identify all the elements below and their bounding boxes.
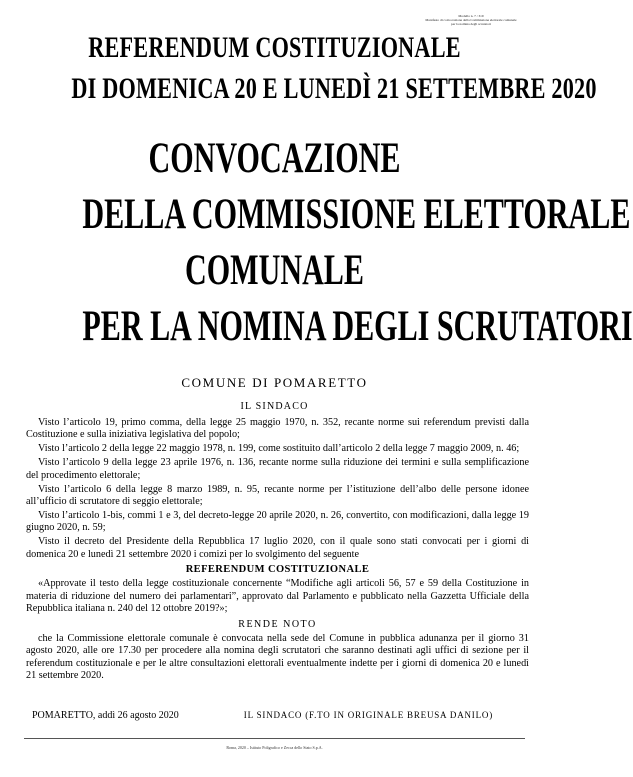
- referendum-header: REFERENDUM COSTITUZIONALE: [88, 31, 461, 64]
- title-line-3: COMUNALE: [185, 247, 364, 294]
- title-line-4: PER LA NOMINA DEGLI SCRUTATORI: [82, 303, 633, 350]
- visto-paragraph: Visto l’articolo 9 della legge 23 aprile 1976, n. 136, recante norme sulla riduzione dei termini e sulla semplificazione del procedimento elettorale;: [26, 457, 529, 481]
- place-date: POMARETTO, addì 26 agosto 2020: [32, 710, 179, 721]
- visto-paragraph: Visto l’articolo 1-bis, commi 1 e 3, del decreto-legge 20 aprile 2020, n. 26, convertito, con modificazioni, dalla legge 19 giugno 2020, n. 59;: [26, 509, 529, 534]
- footer-divider: [24, 738, 525, 739]
- mayor-signature: IL SINDACO (F.TO IN ORIGINALE BREUSA DANILO): [243, 710, 493, 720]
- visto-paragraph: Visto l’articolo 2 della legge 22 maggio 1978, n. 199, come sostituito dall’articolo 2 della legge 7 maggio 2009, n. 46;: [38, 443, 520, 455]
- visto-paragraph: Visto l’articolo 19, primo comma, della legge 25 maggio 1970, n. 352, recante norme sui referendum previsti dalla Costituzione e sulla iniziativa legislativa del popolo;: [26, 417, 529, 441]
- title-line-1: CONVOCAZIONE: [148, 135, 401, 182]
- convocation-text: che la Commissione elettorale comunale è convocata nella sede del Comune in pubblica adunanza per il giorno 31 agosto 2020, alle ore 17.30 per procedere alla nomina degli scrutatori che saranno destinati agli uffici di sezione per il referendum costituzionale e per le altre consultazioni elettorali eventualmente indette per i giorni di domenica 20 e lunedì 21 settembre 2020.: [26, 633, 529, 682]
- visto-paragraph: Visto il decreto del Presidente della Repubblica 17 luglio 2020, con il quale sono stati convocati per i giorni di domenica 20 e lunedì 21 settembre 2020 i comizi per lo svolgimento del seguente: [26, 536, 529, 560]
- model-description: Manifesto di convocazione della Commissione elettorale comunale per la nomina degli scrutatori: [425, 18, 517, 27]
- visto-paragraph: Visto l’articolo 6 della legge 8 marzo 1989, n. 95, recante norme per l’istituzione dell’albo delle persone idonee all’ufficio di scrutatore di seggio elettorale;: [26, 483, 529, 507]
- rende-noto-heading: RENDE NOTO: [238, 618, 317, 630]
- document-body: [26, 417, 529, 684]
- title-line-2: DELLA COMMISSIONE ELETTORALE: [82, 191, 631, 238]
- referendum-section-heading: REFERENDUM COSTITUZIONALE: [185, 563, 370, 575]
- referendum-dates: DI DOMENICA 20 E LUNEDÌ 21 SETTEMBRE 2020: [71, 72, 597, 105]
- printer-credit: Roma, 2020 – Istituto Poligrafico e Zecca dello Stato S.p.A.: [226, 745, 323, 750]
- model-reference: [423, 14, 519, 27]
- sindaco-heading: IL SINDACO: [240, 401, 309, 412]
- comune-name: COMUNE DI POMARETTO: [181, 375, 368, 390]
- model-code: Modello n. 7 / 319: [458, 14, 484, 18]
- referendum-question: «Approvate il testo della legge costituzionale concernente “Modifiche agli articoli 56, 57 e 59 della Costituzione in materia di riduzione del numero dei parlamentari”, approvato dal Parlamento e pubblicato nella Gazzetta Ufficiale della Repubblica italiana n. 240 del 12 ottobre 2019?»;: [26, 578, 529, 615]
